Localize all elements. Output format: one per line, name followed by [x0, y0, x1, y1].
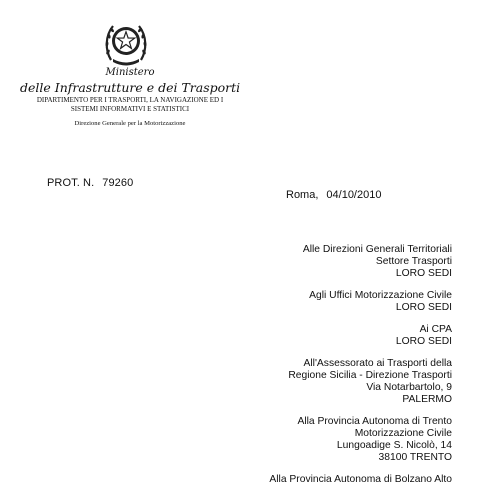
recipient-line: 38100 TRENTO [378, 452, 452, 463]
recipient-block [269, 290, 452, 314]
recipient-block [269, 324, 452, 348]
recipient-line: Alla Provincia Autonoma di Trento [297, 416, 452, 427]
recipient-line: LORO SEDI [395, 336, 452, 347]
protocol-number [47, 177, 133, 189]
protocol-label: PROT. N. [47, 177, 95, 189]
recipient-block [269, 244, 452, 280]
date-line [286, 189, 381, 201]
recipient-block [269, 416, 452, 464]
directorate: Direzione Generale per la Motorizzazione [74, 120, 186, 127]
recipient-line: Motorizzazione Civile [354, 428, 452, 439]
recipient-line: LORO SEDI [395, 302, 452, 313]
letterhead [20, 66, 241, 128]
date-city: Roma, [286, 189, 319, 201]
protocol-value: 79260 [102, 177, 134, 189]
recipient-line: Alle Direzioni Generali Territoriali [302, 244, 452, 255]
italian-republic-emblem-icon [103, 14, 149, 68]
recipient-line: Regione Sicilia - Direzione Trasporti [288, 370, 452, 381]
recipient-line: Lungoadige S. Nicolò, 14 [336, 440, 452, 451]
recipient-block [269, 358, 452, 406]
recipient-line: Agli Uffici Motorizzazione Civile [309, 290, 452, 301]
ministry-full-name: delle Infrastrutture e dei Trasporti [20, 80, 241, 95]
recipient-line: LORO SEDI [395, 268, 452, 279]
recipient-line: Settore Trasporti [375, 256, 452, 267]
recipient-line: PALERMO [402, 394, 452, 405]
recipient-line: All'Assessorato ai Trasporti della [303, 358, 452, 369]
recipient-line: Ai CPA [419, 324, 452, 335]
ministry-title: Ministero [105, 67, 155, 78]
department-line-2: SISTEMI INFORMATIVI E STATISTICI [70, 105, 190, 113]
department-line-1: DIPARTIMENTO PER I TRASPORTI, LA NAVIGAZIONE ED I [36, 96, 224, 104]
recipient-list [269, 244, 452, 496]
recipient-line: Via Notarbartolo, 9 [366, 382, 452, 393]
recipient-block [269, 474, 452, 486]
recipient-line: Alla Provincia Autonoma di Bolzano Alto [269, 474, 452, 485]
date-value: 04/10/2010 [326, 189, 382, 201]
